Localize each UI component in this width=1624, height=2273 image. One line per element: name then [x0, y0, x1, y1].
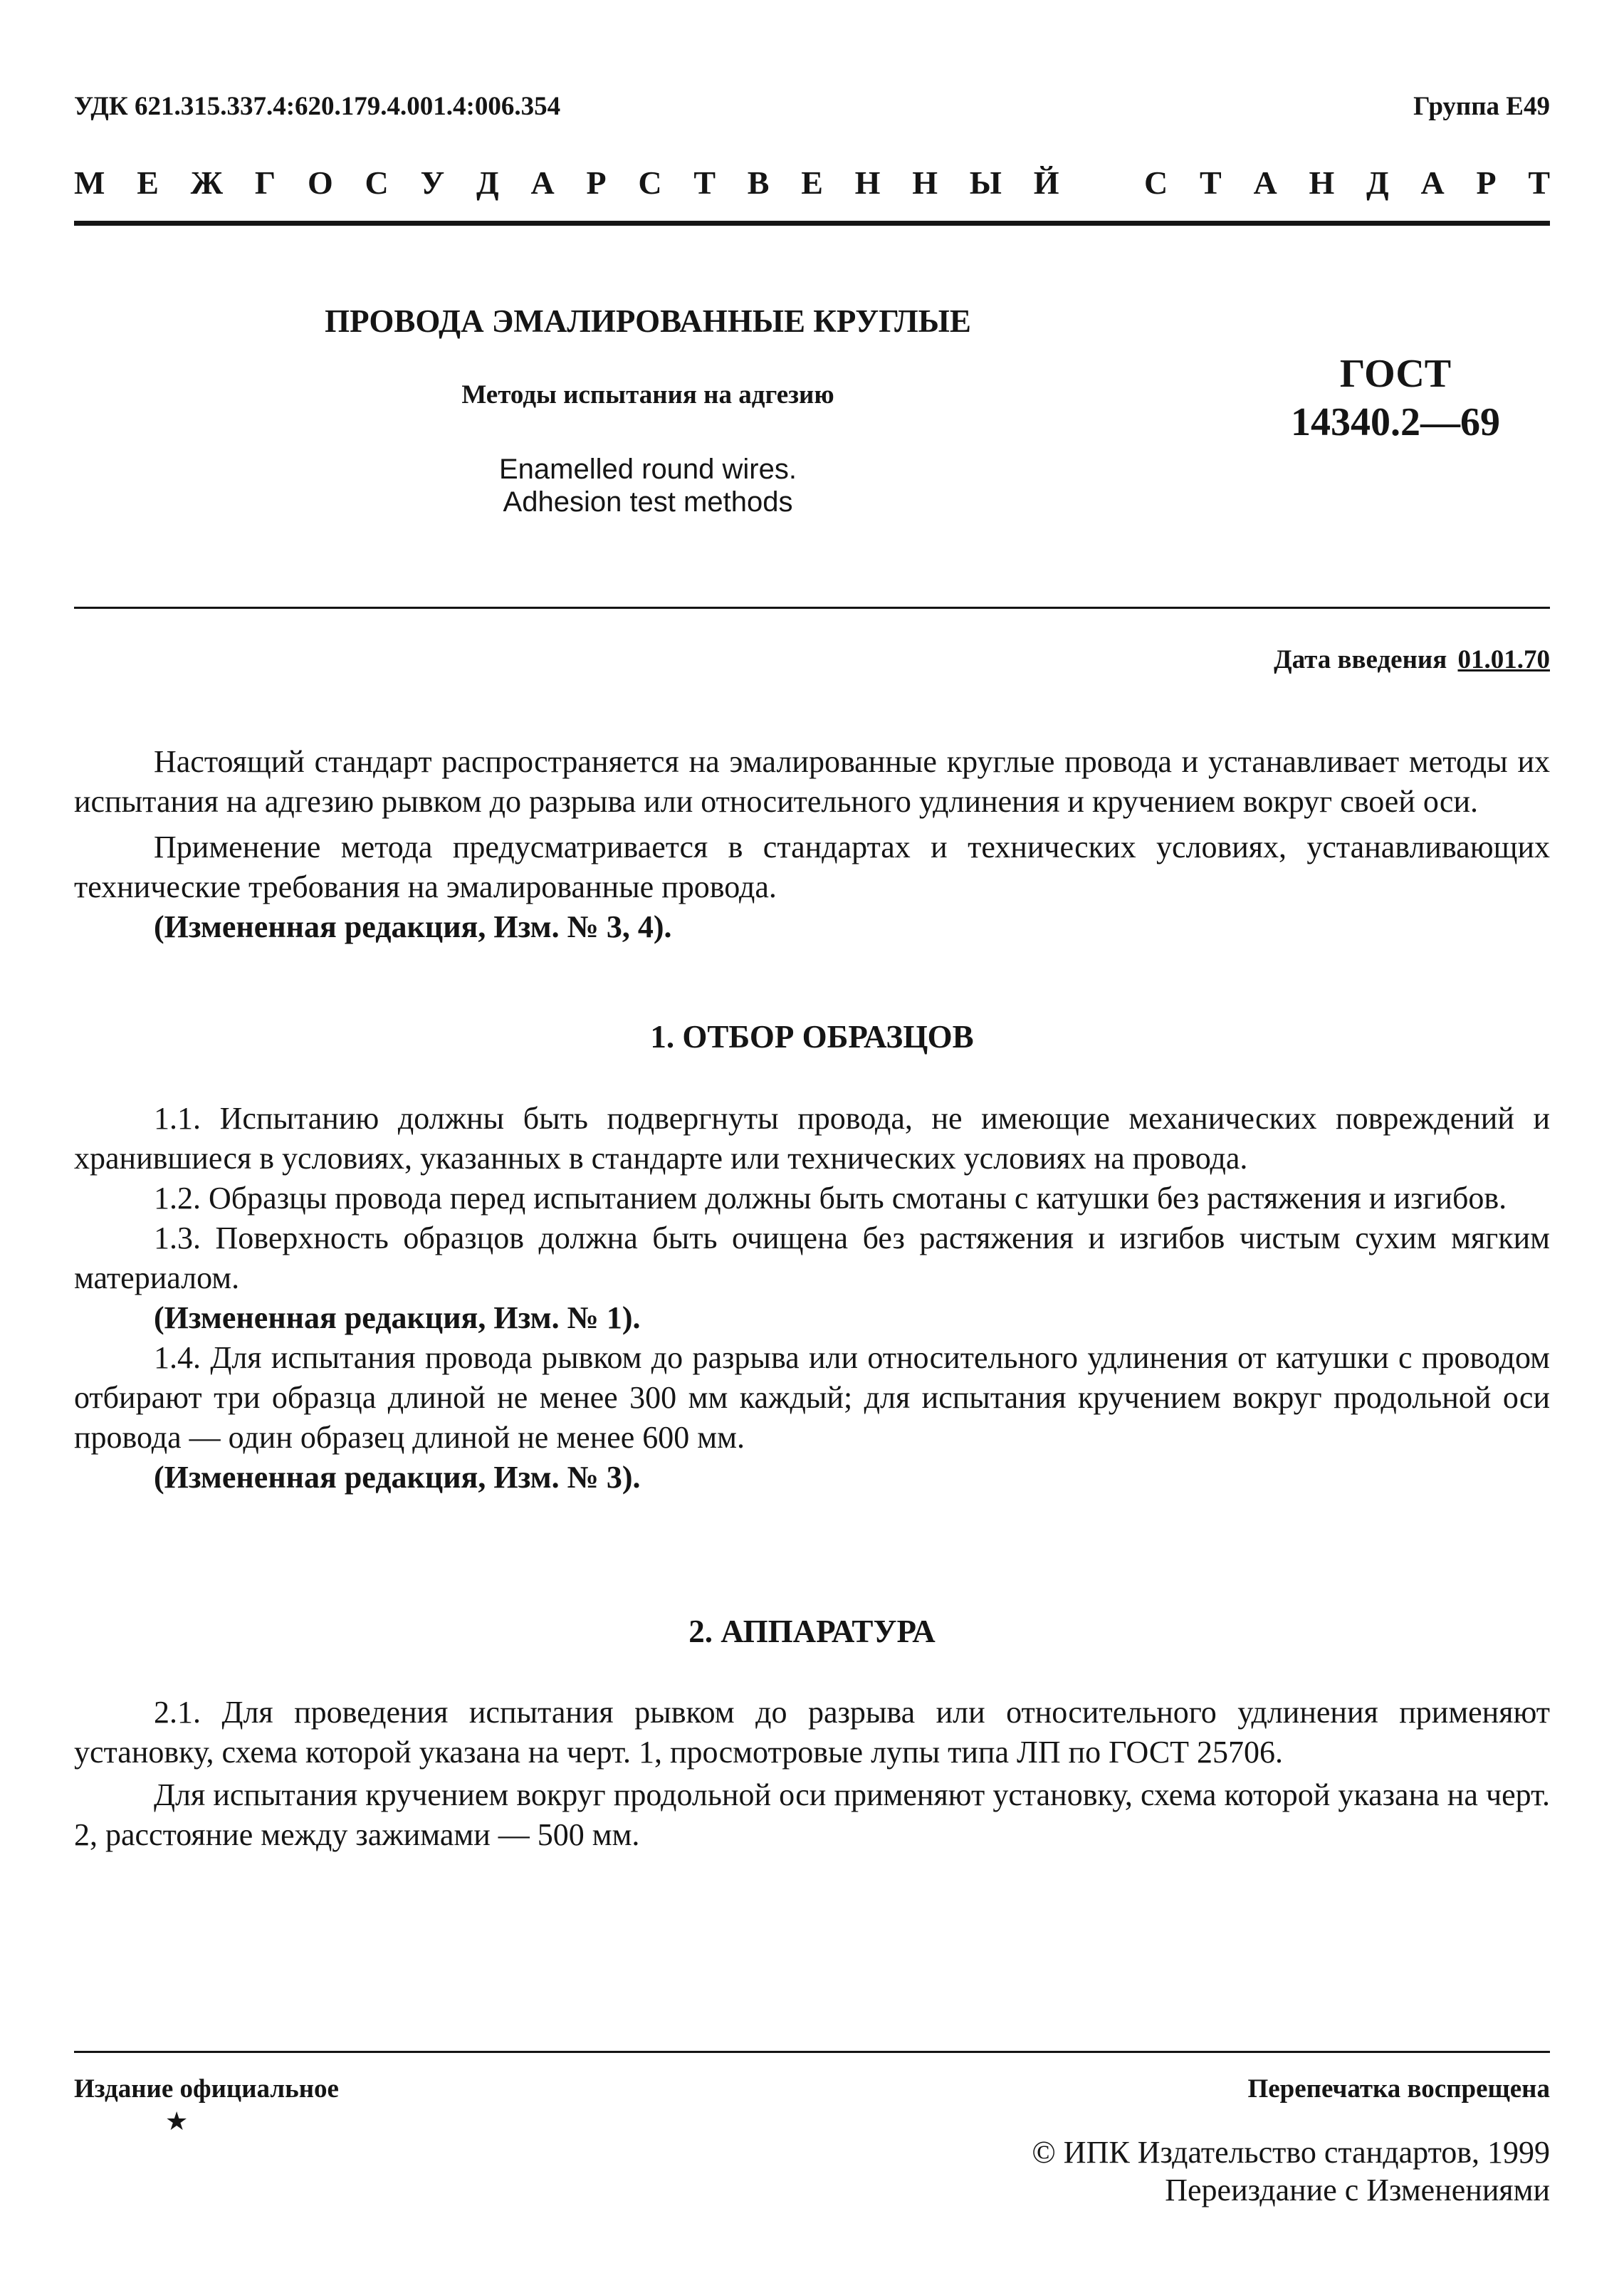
heading-letter: А — [1420, 164, 1445, 201]
heading-letter: О — [307, 164, 333, 201]
clause-1-3-amendment: (Измененная редакция, Изм. № 1). — [154, 1300, 641, 1335]
section-1 — [74, 1099, 1550, 1498]
clause-1-3: 1.3. Поверхность образцов должна быть очищена без растяжения и изгибов чистым сухим мягким материалом. — [74, 1221, 1550, 1295]
clause-1-1: 1.1. Испытанию должны быть подвергнуты провода, не имеющие механических повреждений и хранившиеся в условиях, указанных в стандарте или технических условиях на провода. — [74, 1101, 1550, 1176]
intro-paragraph-2: Применение метода предусматривается в стандартах и технических условиях, устанавливающих технические требования на эмалированные провода. — [74, 830, 1550, 904]
standard-type-heading — [74, 160, 1550, 204]
heading-letter: Ы — [969, 164, 1002, 201]
clause-1-4-amendment: (Измененная редакция, Изм. № 3). — [154, 1460, 641, 1495]
heading-letter: Е — [801, 164, 823, 201]
title-rule — [74, 607, 1550, 609]
document-subtitle: Методы испытания на адгезию — [461, 380, 834, 409]
heading-letter: Т — [693, 164, 716, 201]
heading-letter: У — [420, 164, 445, 201]
english-title-line2: Adhesion test methods — [503, 486, 793, 518]
edition-note: Издание официальное — [74, 2074, 339, 2104]
clause-1-4: 1.4. Для испытания провода рывком до разрыва или относительного удлинения от катушки с проводом отбирают три образца длиной не менее 300 мм каждый; для испытания кручением вокруг продольной оси провода — один образец длиной не менее 600 мм. — [74, 1340, 1550, 1455]
clause-1-2: 1.2. Образцы провода перед испытанием должны быть смотаны с катушки без растяжения и изгибов. — [154, 1181, 1507, 1216]
intro-section — [74, 742, 1550, 947]
gost-number: 14340.2—69 — [1291, 400, 1500, 444]
reissue-line: Переиздание с Изменениями — [1165, 2173, 1550, 2207]
intro-date-value: 01.01.70 — [1457, 645, 1550, 674]
heading-letter: С — [1144, 164, 1168, 201]
heading-letter: Д — [1366, 164, 1389, 201]
heading-letter: Р — [586, 164, 607, 201]
heading-letter: Д — [476, 164, 499, 201]
intro-date — [1274, 644, 1550, 675]
heading-letter: Й — [1033, 164, 1059, 201]
intro-date-label: Дата введения — [1274, 645, 1447, 674]
heading-letter: М — [74, 164, 105, 201]
heading-letter: Т — [1200, 164, 1222, 201]
udk-code: УДК 621.315.337.4:620.179.4.001.4:006.354 — [74, 92, 561, 121]
intro-amendment: (Измененная редакция, Изм. № 3, 4). — [154, 909, 672, 944]
heading-letter: Е — [137, 164, 159, 201]
section-2-heading: 2. АППАРАТУРА — [688, 1614, 936, 1649]
clause-2-1: 2.1. Для проведения испытания рывком до разрыва или относительного удлинения применяют установку, схема которой указана на черт. 1, просмотровые лупы типа ЛП по ГОСТ 25706. — [74, 1695, 1550, 1770]
clause-2-1-b: Для испытания кручением вокруг продольной оси применяют установку, схема которой указана на черт. 2, расстояние между зажимами — 500 мм. — [74, 1777, 1550, 1852]
heading-letter: Т — [1528, 164, 1550, 201]
heading-letter: Р — [1476, 164, 1497, 201]
heading-letter: С — [365, 164, 389, 201]
heading-letter: В — [747, 164, 770, 201]
gost-label: ГОСТ — [1339, 352, 1452, 396]
intro-paragraph-1: Настоящий стандарт распространяется на эмалированные круглые провода и устанавливает методы их испытания на адгезию рывком до разрыва или относительного удлинения и кручением вокруг своей оси. — [74, 744, 1550, 819]
section-1-heading: 1. ОТБОР ОБРАЗЦОВ — [650, 1019, 974, 1055]
heading-letter: Н — [1309, 164, 1335, 201]
heading-letter: С — [638, 164, 662, 201]
heading-letter: Ж — [190, 164, 224, 201]
heading-letter: Г — [254, 164, 276, 201]
heading-letter: Н — [854, 164, 881, 201]
heading-letter: А — [530, 164, 555, 201]
english-title-line1: Enamelled round wires. — [499, 454, 797, 485]
document-title: ПРОВОДА ЭМАЛИРОВАННЫЕ КРУГЛЫЕ — [325, 303, 971, 339]
group-code: Группа Е49 — [1413, 92, 1550, 121]
copyright-line: © ИПК Издательство стандартов, 1999 — [1032, 2135, 1550, 2170]
star-mark: ★ — [165, 2107, 189, 2136]
heading-letter: А — [1253, 164, 1277, 201]
footer-rule — [74, 2051, 1550, 2053]
heading-letter: Н — [912, 164, 938, 201]
section-2 — [74, 1693, 1550, 1855]
reprint-note: Перепечатка воспрещена — [1247, 2074, 1550, 2104]
header-rule — [74, 221, 1550, 226]
